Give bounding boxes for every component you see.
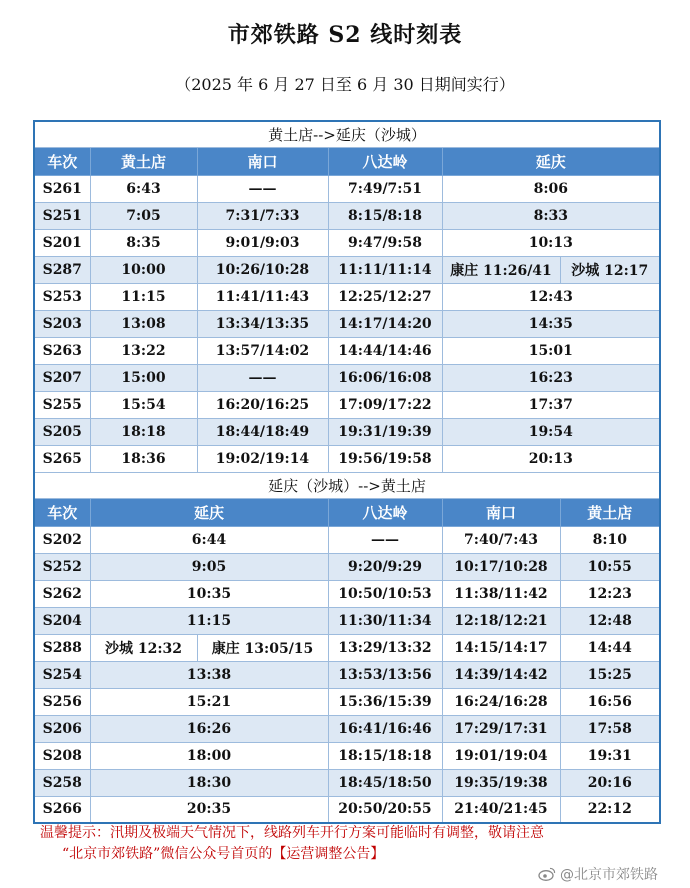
table-row [34,715,660,742]
table-row [34,553,660,580]
table-cell: 18:44/18:49 [197,418,328,445]
table-cell: 20:16 [560,769,660,796]
weibo-icon [538,867,556,881]
direction-row [34,121,660,147]
table-cell: 20:13 [442,445,660,472]
column-header: 南口 [442,498,560,526]
table-row [34,337,660,364]
table-cell: 8:06 [442,175,660,202]
table-cell: 7:40/7:43 [442,526,560,553]
table-cell: 15:01 [442,337,660,364]
table-cell: 9:01/9:03 [197,229,328,256]
table-cell: 16:20/16:25 [197,391,328,418]
table-row [34,229,660,256]
table-row [34,256,660,283]
table-cell: 8:35 [90,229,197,256]
table-cell: 17:37 [442,391,660,418]
table-cell: S202 [34,526,90,553]
table-cell: 15:21 [90,688,328,715]
table-cell: 12:48 [560,607,660,634]
header-row [34,147,660,175]
table-cell: 20:35 [90,796,328,823]
table-row [34,202,660,229]
table-cell: 14:44 [560,634,660,661]
table-cell: S203 [34,310,90,337]
direction-label: 延庆（沙城）-->黄土店 [34,472,660,498]
table-cell: S288 [34,634,90,661]
table-cell: 9:05 [90,553,328,580]
table-cell: 19:01/19:04 [442,742,560,769]
table-cell: 9:47/9:58 [328,229,442,256]
table-cell: 13:57/14:02 [197,337,328,364]
table-cell: S254 [34,661,90,688]
table-cell: 14:39/14:42 [442,661,560,688]
table-row [34,391,660,418]
table-cell: 10:00 [90,256,197,283]
table-cell: 15:25 [560,661,660,688]
table-cell: 14:15/14:17 [442,634,560,661]
table-cell: 9:20/9:29 [328,553,442,580]
table-cell: 18:00 [90,742,328,769]
table-cell: 13:08 [90,310,197,337]
table-cell: 13:53/13:56 [328,661,442,688]
table-cell: 18:36 [90,445,197,472]
table-cell: 16:06/16:08 [328,364,442,391]
table-cell: 19:31/19:39 [328,418,442,445]
table-cell: S265 [34,445,90,472]
table-cell: 10:17/10:28 [442,553,560,580]
table-cell: 11:38/11:42 [442,580,560,607]
table-cell: S201 [34,229,90,256]
table-cell: 8:15/8:18 [328,202,442,229]
table-cell: 19:02/19:14 [197,445,328,472]
table-cell: S253 [34,283,90,310]
table-row [34,796,660,823]
table-cell: 14:35 [442,310,660,337]
table-cell: —— [328,526,442,553]
table-cell: S205 [34,418,90,445]
table-cell: 沙城 12:32 [90,634,197,661]
table-cell: 20:50/20:55 [328,796,442,823]
column-header: 黄土店 [560,498,660,526]
table-cell: S204 [34,607,90,634]
table-cell: S262 [34,580,90,607]
table-cell: 11:41/11:43 [197,283,328,310]
table-cell: 19:35/19:38 [442,769,560,796]
table-cell: 12:23 [560,580,660,607]
notice [40,823,670,865]
table-cell: 沙城 12:17 [560,256,660,283]
page-subtitle: （2025 年 6 月 27 日至 6 月 30 日期间实行） [175,75,515,94]
table-cell: 11:15 [90,283,197,310]
table-row [34,580,660,607]
column-header: 黄土店 [90,147,197,175]
table-cell: 16:23 [442,364,660,391]
table-cell: 18:15/18:18 [328,742,442,769]
table-cell: S208 [34,742,90,769]
notice-line-1: 温馨提示：汛期及极端天气情况下，线路列车开行方案可能临时有调整，敬请注意 [40,825,544,841]
table-cell: 15:00 [90,364,197,391]
table-cell: 10:13 [442,229,660,256]
table-cell: 6:44 [90,526,328,553]
table-cell: 17:09/17:22 [328,391,442,418]
table-cell: 16:24/16:28 [442,688,560,715]
table-cell: 12:18/12:21 [442,607,560,634]
table-cell: 12:43 [442,283,660,310]
column-header: 八达岭 [328,498,442,526]
timetable-body [34,121,660,823]
table-row [34,769,660,796]
table-cell: S261 [34,175,90,202]
table-row [34,445,660,472]
table-cell: 7:05 [90,202,197,229]
table-cell: S251 [34,202,90,229]
table-cell: 13:38 [90,661,328,688]
column-header: 延庆 [90,498,328,526]
weibo-watermark [538,864,658,884]
table-cell: 6:43 [90,175,197,202]
table-cell: 11:30/11:34 [328,607,442,634]
direction-label: 黄土店-->延庆（沙城） [34,121,660,147]
table-cell: S258 [34,769,90,796]
table-cell: 8:33 [442,202,660,229]
table-row [34,364,660,391]
table-cell: 17:58 [560,715,660,742]
table-cell: 19:54 [442,418,660,445]
table-row [34,418,660,445]
table-cell: 18:45/18:50 [328,769,442,796]
column-header: 车次 [34,147,90,175]
table-row [34,634,660,661]
table-row [34,607,660,634]
direction-row [34,472,660,498]
table-cell: 19:31 [560,742,660,769]
table-cell: —— [197,175,328,202]
watermark-text: @北京市郊铁路 [560,867,658,883]
table-cell: 7:31/7:33 [197,202,328,229]
table-row [34,283,660,310]
table-cell: 15:36/15:39 [328,688,442,715]
table-cell: 11:15 [90,607,328,634]
table-row [34,175,660,202]
table-cell: 8:10 [560,526,660,553]
table-cell: 13:22 [90,337,197,364]
table-cell: 11:11/11:14 [328,256,442,283]
table-cell: S256 [34,688,90,715]
table-cell: S252 [34,553,90,580]
table-row [34,661,660,688]
timetable [33,120,661,824]
header-row [34,498,660,526]
table-cell: 14:17/14:20 [328,310,442,337]
table-cell: S287 [34,256,90,283]
table-cell: —— [197,364,328,391]
column-header: 南口 [197,147,328,175]
table-cell: S263 [34,337,90,364]
table-cell: 16:56 [560,688,660,715]
table-cell: 17:29/17:31 [442,715,560,742]
table-cell: 10:35 [90,580,328,607]
table-cell: 7:49/7:51 [328,175,442,202]
table-cell: 21:40/21:45 [442,796,560,823]
table-cell: 10:50/10:53 [328,580,442,607]
table-cell: 19:56/19:58 [328,445,442,472]
table-cell: 10:55 [560,553,660,580]
table-cell: 10:26/10:28 [197,256,328,283]
table-row [34,310,660,337]
table-cell: S206 [34,715,90,742]
table-cell: 13:29/13:32 [328,634,442,661]
table-row [34,742,660,769]
table-cell: 22:12 [560,796,660,823]
table-cell: S207 [34,364,90,391]
table-cell: 15:54 [90,391,197,418]
table-row [34,688,660,715]
table-cell: 16:41/16:46 [328,715,442,742]
table-cell: 12:25/12:27 [328,283,442,310]
column-header: 延庆 [442,147,660,175]
table-cell: 18:30 [90,769,328,796]
table-cell: 14:44/14:46 [328,337,442,364]
table-cell: 康庄 13:05/15 [197,634,328,661]
table-cell: 13:34/13:35 [197,310,328,337]
table-cell: 18:18 [90,418,197,445]
column-header: 车次 [34,498,90,526]
notice-line-2: “北京市郊铁路”微信公众号首页的【运营调整公告】 [62,846,385,862]
table-cell: S266 [34,796,90,823]
table-cell: S255 [34,391,90,418]
table-cell: 16:26 [90,715,328,742]
table-cell: 康庄 11:26/41 [442,256,560,283]
column-header: 八达岭 [328,147,442,175]
page-title: 市郊铁路 S2 线时刻表 [227,22,463,48]
table-row [34,526,660,553]
